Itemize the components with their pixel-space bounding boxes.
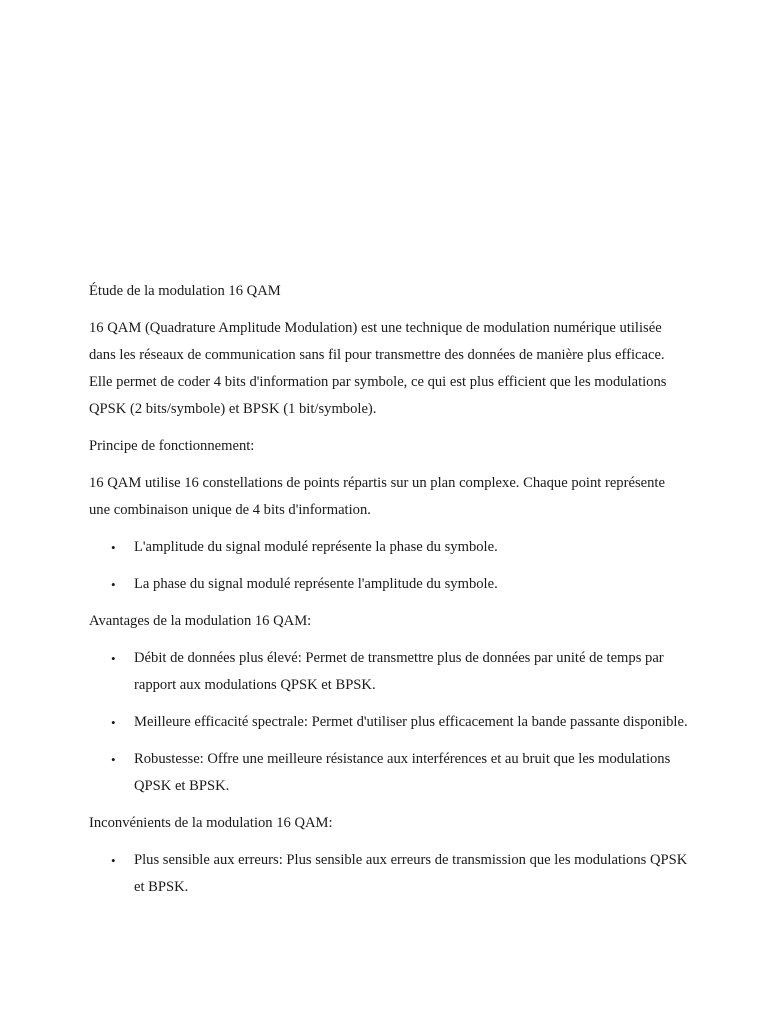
list-item-text: La phase du signal modulé représente l'amplitude du symbole.: [134, 576, 498, 592]
list-item-text: Meilleure efficacité spectrale: Permet d'utiliser plus efficacement la bande passante disponible.: [134, 714, 688, 730]
bullet-icon: •: [111, 715, 116, 730]
list-item: [89, 534, 689, 561]
list-item: [89, 746, 689, 800]
document-body: [89, 278, 689, 911]
advantages-heading: Avantages de la modulation 16 QAM:: [89, 613, 312, 629]
list-item-text: Débit de données plus élevé: Permet de transmettre plus de données par unité de temps par rapport aux modulations QPSK et BPSK.: [134, 650, 664, 693]
list-item-text: Plus sensible aux erreurs: Plus sensible aux erreurs de transmission que les modulations QPSK et BPSK.: [134, 852, 688, 895]
bullet-icon: •: [111, 577, 116, 592]
disadvantages-heading: Inconvénients de la modulation 16 QAM:: [89, 815, 333, 831]
principle-paragraph: 16 QAM utilise 16 constellations de points répartis sur un plan complexe. Chaque point représente une combinaison unique de 4 bits d'information.: [89, 475, 665, 518]
list-item: [89, 571, 689, 598]
bullet-icon: •: [111, 752, 116, 767]
document-title: Étude de la modulation 16 QAM: [89, 283, 281, 299]
advantages-list: [89, 645, 689, 800]
list-item: [89, 645, 689, 699]
list-item-text: Robustesse: Offre une meilleure résistance aux interférences et au bruit que les modulations QPSK et BPSK.: [134, 751, 671, 794]
list-item: [89, 847, 689, 901]
list-item-text: L'amplitude du signal modulé représente la phase du symbole.: [134, 539, 498, 555]
intro-paragraph: 16 QAM (Quadrature Amplitude Modulation) est une technique de modulation numérique utilisée dans les réseaux de communication sans fil pour transmettre des données de manière plus efficace. Elle permet de coder 4 bits d'information par symbole, ce qui est plus efficient que les modulations QPSK (2 bits/symbole) et BPSK (1 bit/symbole).: [89, 320, 667, 417]
bullet-icon: •: [111, 853, 116, 868]
principle-list: [89, 534, 689, 598]
disadvantages-list: [89, 847, 689, 901]
bullet-icon: •: [111, 540, 116, 555]
bullet-icon: •: [111, 651, 116, 666]
list-item: [89, 709, 689, 736]
principle-heading: Principe de fonctionnement:: [89, 438, 255, 454]
